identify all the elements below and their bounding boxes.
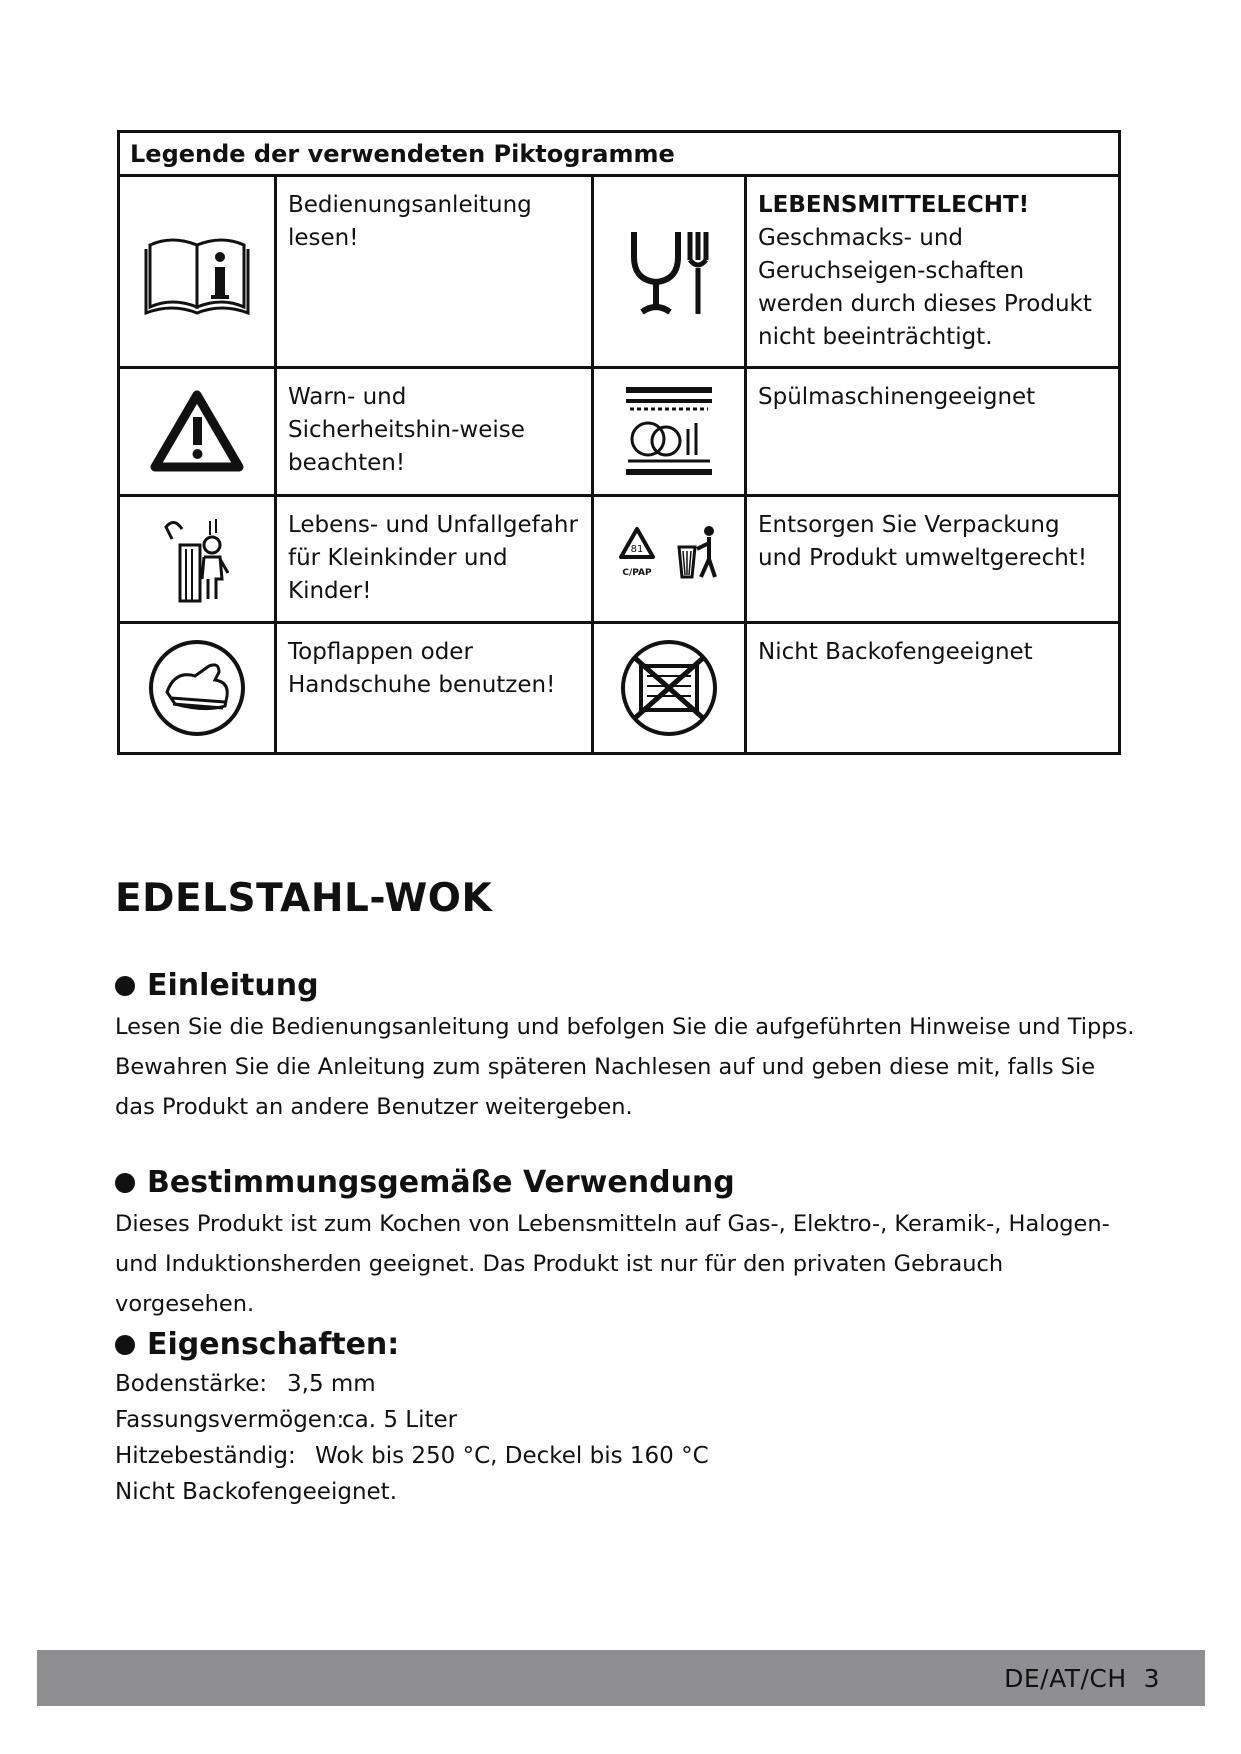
properties-list [115, 1366, 1135, 1510]
legend-text-dishwasher: Spülmaschinengeeignet [747, 369, 1118, 497]
legend-text-warnings: Warn- und Sicherheitshin-weise beachten! [277, 369, 594, 497]
recycle-label: C/PAP [622, 567, 652, 578]
page-number: DE/AT/CH 3 [1004, 1663, 1160, 1693]
section-heading [115, 1165, 1135, 1200]
oven-mitt-icon [120, 624, 277, 752]
glass-fork-icon [594, 177, 747, 369]
recycling-bin-icon [594, 497, 747, 625]
legend-text-food-safe [747, 177, 1118, 369]
bullet-icon [115, 1173, 135, 1193]
introduction-heading: Einleitung [147, 968, 319, 1003]
bullet-icon [115, 976, 135, 996]
property-value: Wok bis 250 °C, Deckel bis 160 °C [315, 1443, 709, 1469]
legend-title: Legende der verwendeten Piktogramme [120, 133, 1118, 177]
document-title: EDELSTAHL-WOK [115, 876, 493, 921]
legend-text-no-oven: Nicht Backofengeeignet [758, 639, 1033, 666]
book-info-icon [120, 177, 277, 369]
property-row [115, 1438, 1135, 1474]
legend-text-child-danger: Lebens- und Unfallgefahr für Kleinkinder und Kinder! [277, 497, 594, 625]
section-heading [115, 1327, 1135, 1362]
introduction-text: Lesen Sie die Bedienungsanleitung und befolgen Sie die aufgeführten Hinweise und Tipps. Bewahren Sie die Anleitung zum späteren Nachlesen auf und geben diese mit, falls Sie das Produkt an andere Benutzer weitergeben. [115, 1014, 1135, 1120]
property-row [115, 1366, 1135, 1402]
pictogram-legend-table [117, 130, 1121, 755]
food-safe-heading: LEBENSMITTELECHT! [758, 192, 1030, 218]
warning-triangle-icon [120, 369, 277, 497]
dishwasher-icon [594, 369, 747, 497]
section-introduction [115, 968, 1135, 1127]
intended-use-text: Dieses Produkt ist zum Kochen von Lebensmitteln auf Gas-, Elektro-, Keramik-, Halogen- und Induktionsherden geeignet. Das Produkt ist nur für den privaten Gebrauch vorgesehen. [115, 1211, 1110, 1317]
bullet-icon [115, 1335, 135, 1355]
child-danger-icon [120, 497, 277, 625]
property-note: Nicht Backofengeeignet. [115, 1479, 398, 1505]
section-heading [115, 968, 1135, 1003]
properties-heading: Eigenschaften: [147, 1327, 400, 1362]
property-value: ca. 5 Liter [342, 1407, 458, 1433]
page-footer [37, 1650, 1205, 1706]
legend-text-read-manual: Bedienungsanleitung lesen! [277, 177, 594, 369]
property-label: Hitzebeständig: [115, 1443, 296, 1469]
section-properties [115, 1327, 1135, 1510]
legend-text-oven-mitt: Topflappen oder Handschuhe benutzen! [277, 624, 594, 752]
property-label: Bodenstärke: [115, 1371, 268, 1397]
no-oven-icon [594, 624, 747, 752]
recycle-code: 81 [630, 543, 644, 555]
intended-use-heading: Bestimmungsgemäße Verwendung [147, 1165, 735, 1200]
legend-text-disposal: Entsorgen Sie Verpackung und Produkt umweltgerecht! [747, 497, 1118, 625]
property-row [115, 1402, 1135, 1438]
section-intended-use [115, 1165, 1135, 1324]
property-label: Fassungsvermögen: [115, 1407, 345, 1433]
food-safe-text: Geschmacks- und Geruchseigen-schaften werden durch dieses Produkt nicht beeinträchtigt. [758, 225, 1092, 350]
property-value: 3,5 mm [287, 1371, 376, 1397]
